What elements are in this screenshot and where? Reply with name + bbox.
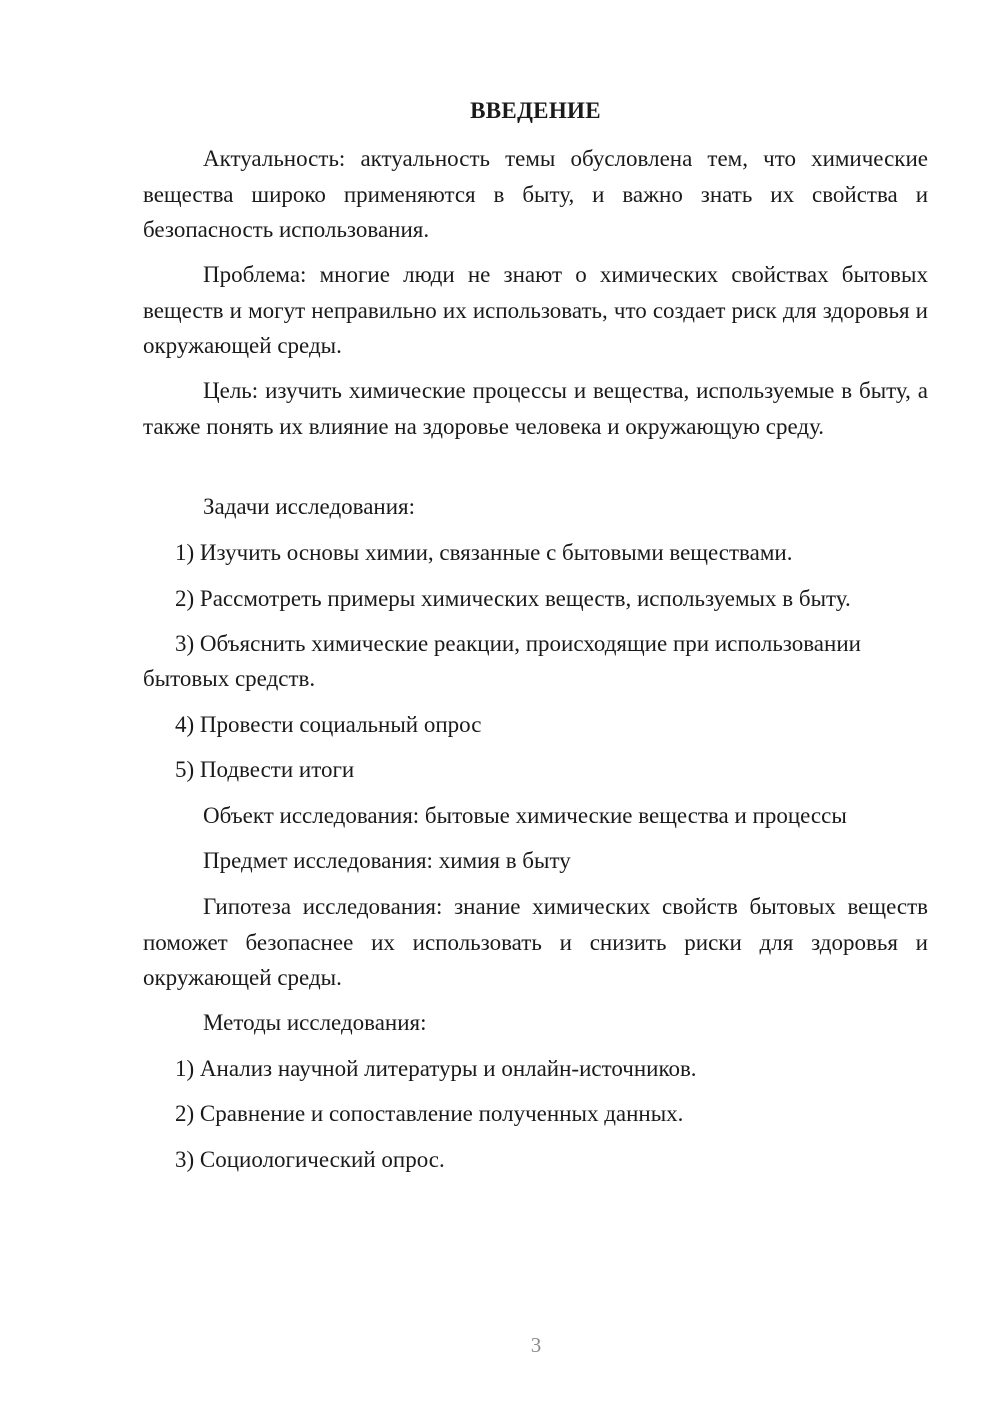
task-item-1: 1) Изучить основы химии, связанные с бытовыми веществами. xyxy=(175,540,793,565)
paragraph-hypothesis: Гипотеза исследования: знание химических свойств бытовых веществ поможет безопаснее их использовать и снизить риски для здоровья и окружающей среды. xyxy=(143,894,928,990)
page-title: ВВЕДЕНИЕ xyxy=(470,98,601,123)
research-object: Объект исследования: бытовые химические вещества и процессы xyxy=(203,803,847,828)
task-item-4: 4) Провести социальный опрос xyxy=(175,712,482,737)
tasks-heading: Задачи исследования: xyxy=(203,494,416,519)
paragraph-relevance: Актуальность: актуальность темы обусловлена тем, что химические вещества широко применяются в быту, и важно знать их свойства и безопасность использования. xyxy=(143,146,928,242)
task-item-3: 3) Объяснить химические реакции, происходящие при использовании xyxy=(175,631,861,656)
task-item-2: 2) Рассмотреть примеры химических веществ, используемых в быту. xyxy=(175,586,851,611)
method-item-1: 1) Анализ научной литературы и онлайн-источников. xyxy=(175,1056,697,1081)
paragraph-goal: Цель: изучить химические процессы и вещества, используемые в быту, а также понять их влияние на здоровье человека и окружающую среду. xyxy=(143,378,928,439)
page-number: 3 xyxy=(530,1333,542,1357)
research-subject: Предмет исследования: химия в быту xyxy=(203,848,571,873)
methods-heading: Методы исследования: xyxy=(203,1010,427,1035)
paragraph-problem: Проблема: многие люди не знают о химических свойствах бытовых веществ и могут неправильно их использовать, что создает риск для здоровья и окружающей среды. xyxy=(143,262,928,358)
method-item-2: 2) Сравнение и сопоставление полученных данных. xyxy=(175,1101,684,1126)
task-item-5: 5) Подвести итоги xyxy=(175,757,355,782)
method-item-3: 3) Социологический опрос. xyxy=(175,1147,445,1172)
task-item-3-continued: бытовых средств. xyxy=(143,666,316,691)
